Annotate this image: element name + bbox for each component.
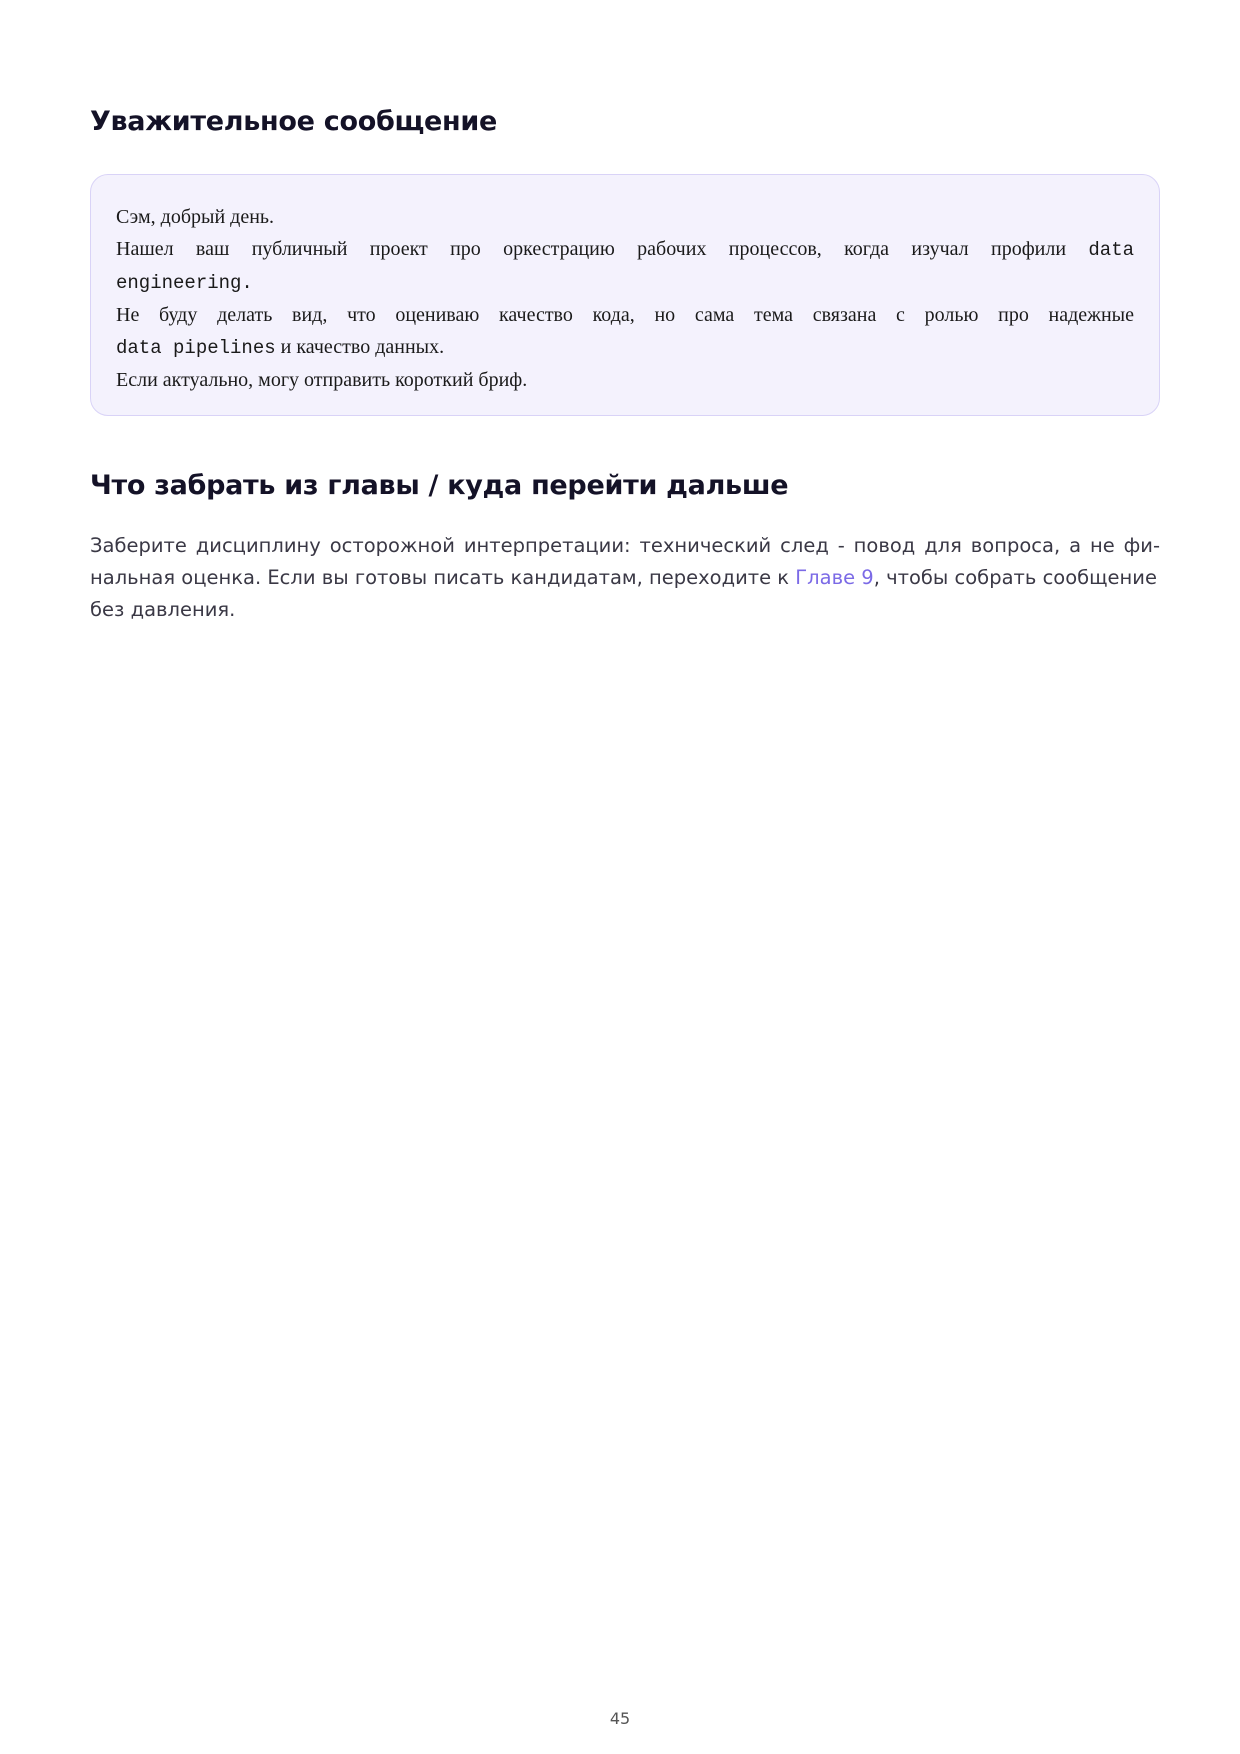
paragraph-text: , чтобы собрать сообщение: [873, 566, 1157, 589]
paragraph-line: [90, 562, 1160, 594]
message-line: [116, 233, 1134, 266]
message-greeting: Сэм, добрый день.: [116, 206, 275, 228]
message-closing: Если актуально, могу отправить короткий бриф.: [116, 369, 528, 391]
page-number: 45: [609, 1709, 631, 1728]
message-text: Нашел ваш публичный проект про оркестрацию рабочих процессов, когда изучал профили: [116, 238, 1089, 260]
message-line: [116, 201, 1134, 233]
paragraph-line: Заберите дисциплину осторожной интерпретации: технический след - повод для вопроса, а не фи-: [90, 534, 1160, 557]
takeaway-paragraph: [90, 530, 1160, 626]
message-text: Не буду делать вид, что оцениваю качество кода, но сама тема связана с ролью про надежные: [116, 304, 1134, 326]
message-line: [116, 331, 1134, 364]
message-code: data: [1088, 239, 1134, 261]
message-line: [116, 299, 1134, 331]
message-line: [116, 364, 1134, 396]
message-text: и качество данных.: [275, 336, 445, 358]
section-heading-takeaways: Что забрать из главы / куда перейти дальше: [90, 470, 789, 501]
message-code: data pipelines: [116, 337, 276, 359]
section-heading-respectful-message: Уважительное сообщение: [90, 106, 498, 137]
message-line: [116, 266, 1134, 299]
chapter-9-link[interactable]: Главе 9: [795, 566, 874, 589]
paragraph-line: без давления.: [90, 598, 236, 621]
message-code: engineering.: [116, 272, 253, 294]
message-example-box: [90, 174, 1160, 416]
paragraph-text: нальная оценка. Если вы готовы писать кандидатам, переходите к: [90, 566, 796, 589]
